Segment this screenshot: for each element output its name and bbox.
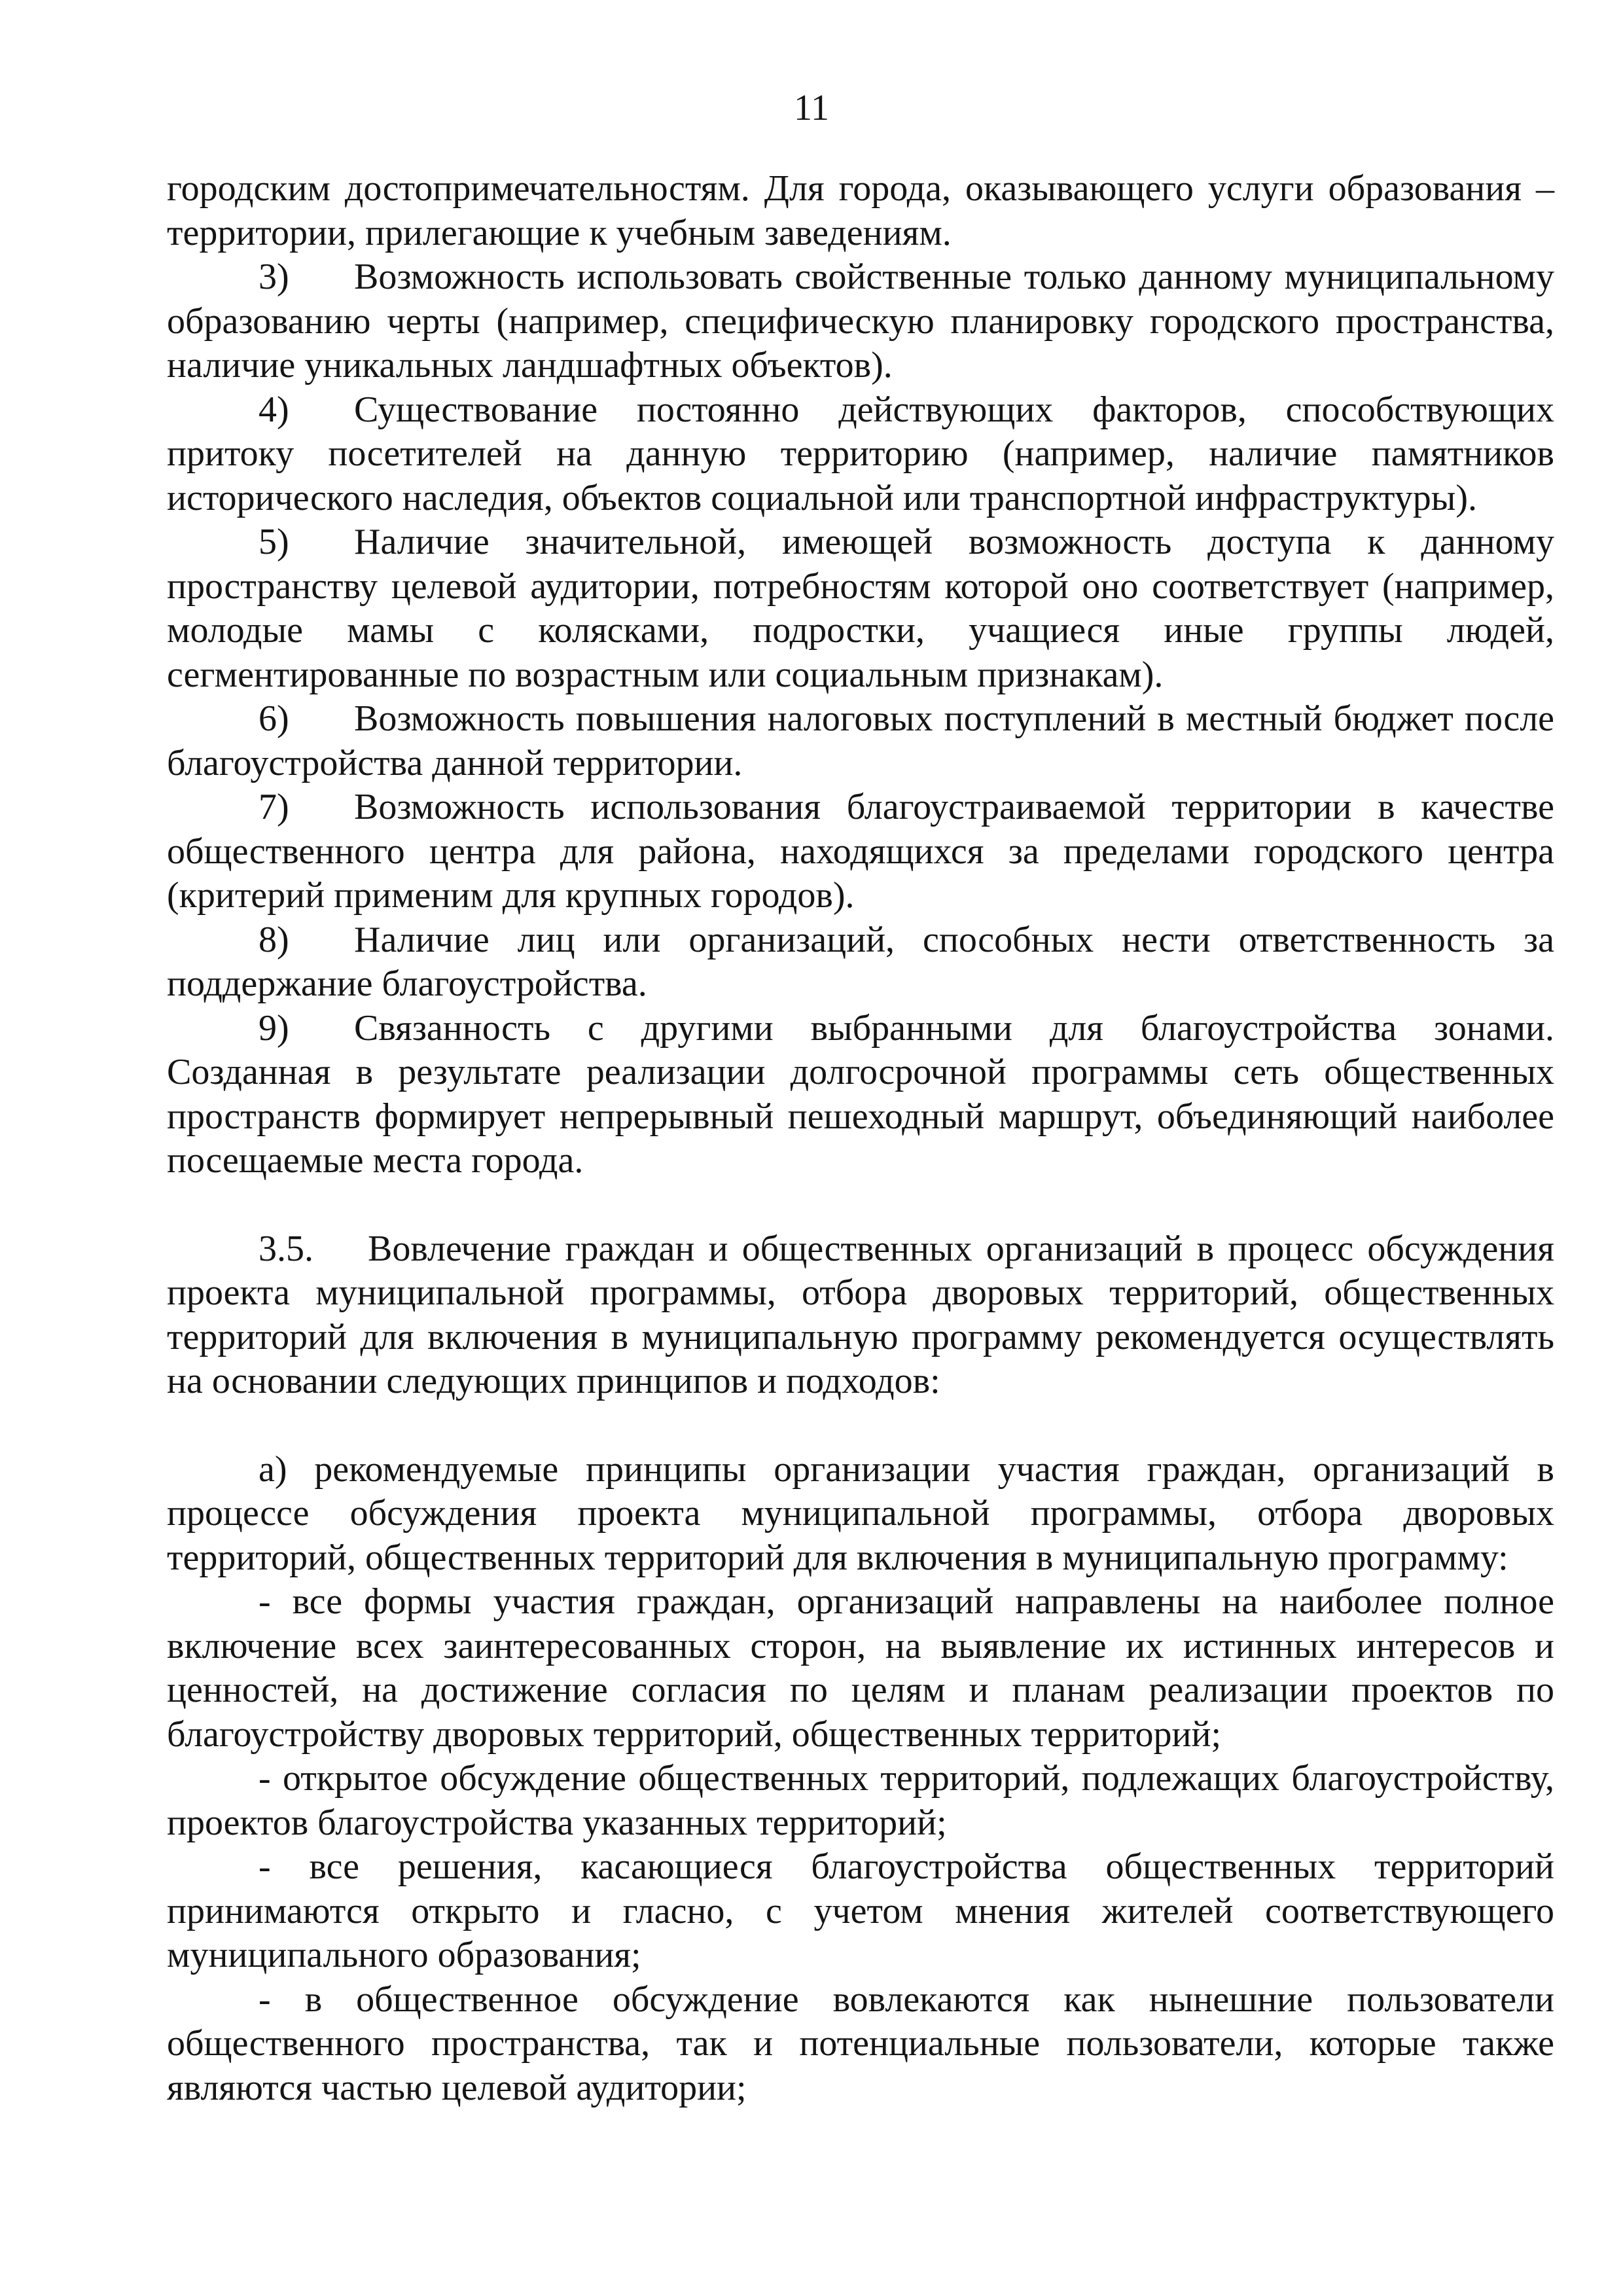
section-3-5-paragraph: [167, 1227, 1554, 1404]
document-body: [167, 167, 1554, 2110]
criterion-text: Наличие лиц или организаций, способных нести ответственность за поддержание благоустройства.: [167, 919, 1554, 1004]
criterion-3-paragraph: [167, 255, 1554, 388]
bullet-paragraph: - все решения, касающиеся благоустройства общественных территорий принимаются открыто и гласно, с учетом мнения жителей соответствующего муниципального образования;: [167, 1846, 1554, 1975]
criterion-6-paragraph: [167, 697, 1554, 785]
section-text: Вовлечение граждан и общественных организаций в процесс обсуждения проекта муниципальной программы, отбора дворовых территорий, общественных территорий для включения в муниципальную программу рекомендуется осуществлять на основании следующих принципов и подходов:: [167, 1228, 1554, 1401]
criterion-number: 4): [259, 389, 289, 430]
criterion-text: Наличие значительной, имеющей возможность доступа к данному пространству целевой аудитории, потребностям которой оно соответствует (например, молодые мамы с колясками, подростки, учащиеся иные группы людей, сегментированные по возрастным или социальным признакам).: [167, 522, 1554, 695]
subsection-a-paragraph: а) рекомендуемые принципы организации участия граждан, организаций в процессе обсуждения проекта муниципальной программы, отбора дворовых территорий, общественных территорий для включения в муниципальную программу:: [167, 1448, 1554, 1578]
criterion-8-paragraph: [167, 918, 1554, 1007]
bullet-paragraph: - в общественное обсуждение вовлекаются как нынешние пользователи общественного пространства, так и потенциальные пользователи, которые также являются частью целевой аудитории;: [167, 1979, 1554, 2108]
bullet-paragraph: - все формы участия граждан, организаций направлены на наиболее полное включение всех заинтересованных сторон, на выявление их истинных интересов и ценностей, на достижение согласия по целям и планам реализации проектов по благоустройству дворовых территорий, общественных территорий;: [167, 1581, 1554, 1755]
continuation-paragraph: городским достопримечательностям. Для города, оказывающего услуги образования – территории, прилегающие к учебным заведениям.: [167, 168, 1554, 253]
criterion-5-paragraph: [167, 520, 1554, 697]
criterion-number: 9): [259, 1007, 289, 1049]
criterion-text: Возможность повышения налоговых поступлений в местный бюджет после благоустройства данной территории.: [167, 698, 1554, 783]
criterion-text: Существование постоянно действующих факторов, способствующих притоку посетителей на данную территорию (например, наличие памятников исторического наследия, объектов социальной или транспортной инфраструктуры).: [167, 389, 1554, 518]
criterion-text: Возможность использования благоустраиваемой территории в качестве общественного центра для района, находящихся за пределами городского центра (критерий применим для крупных городов).: [167, 787, 1554, 916]
criterion-text: Возможность использовать свойственные только данному муниципальному образованию черты (например, специфическую планировку городского пространства, наличие уникальных ландшафтных объектов).: [167, 257, 1554, 386]
criterion-number: 3): [259, 257, 289, 297]
criterion-4-paragraph: [167, 388, 1554, 521]
criterion-number: 6): [259, 698, 289, 739]
section-number: 3.5.: [259, 1228, 313, 1269]
criterion-7-paragraph: [167, 785, 1554, 918]
criterion-text: Связанность с другими выбранными для благоустройства зонами. Созданная в результате реализации долгосрочной программы сеть общественных пространств формирует непрерывный пешеходный маршрут, объединяющий наиболее посещаемые места города.: [167, 1007, 1554, 1181]
page-number: 11: [794, 88, 829, 128]
criterion-number: 8): [259, 919, 289, 960]
criterion-9-paragraph: [167, 1007, 1554, 1183]
bullet-paragraph: - открытое обсуждение общественных территорий, подлежащих благоустройству, проектов благоустройства указанных территорий;: [167, 1758, 1554, 1843]
criterion-number: 7): [259, 787, 289, 827]
criterion-number: 5): [259, 522, 289, 562]
